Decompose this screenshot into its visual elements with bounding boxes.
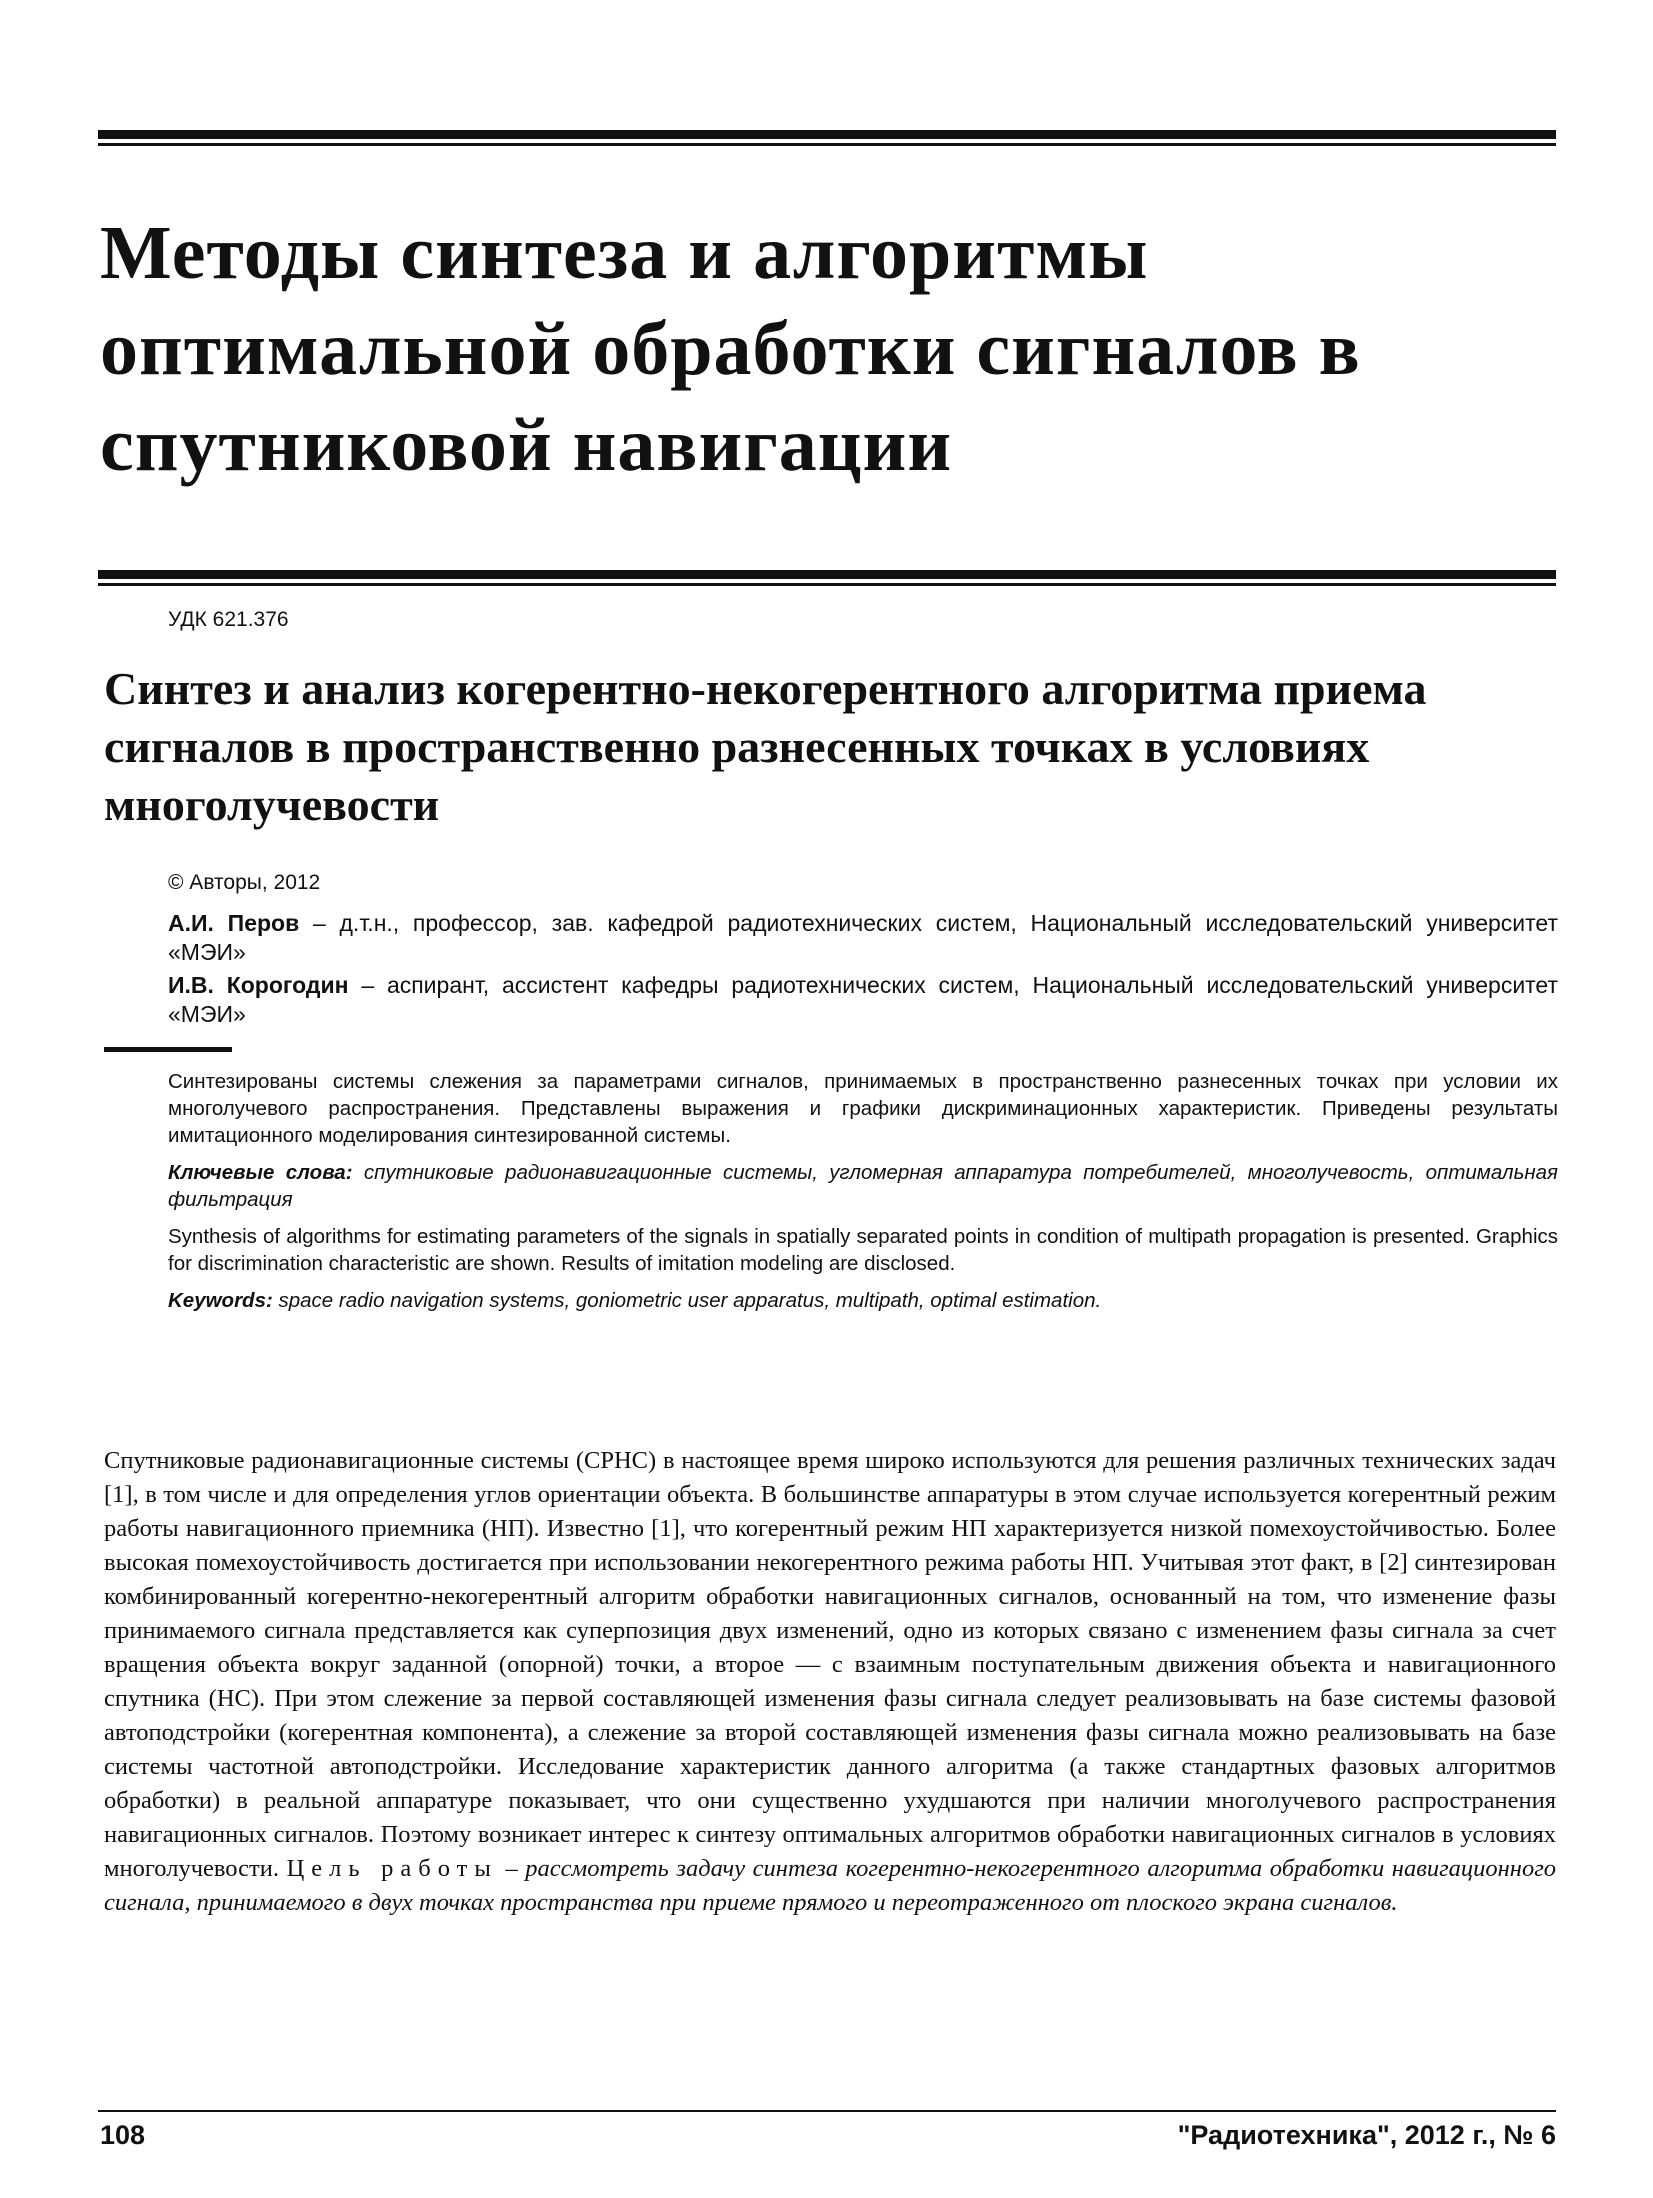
author-name: А.И. Перов: [168, 910, 300, 936]
title-rule: [98, 570, 1556, 586]
goal-text: – рассмотреть задачу синтеза когерентно-некогерентного алгоритма обработки навигационного сигнала, принимаемого в двух точках пространства при приеме прямого и переотраженного от плоского экрана сигналов.: [104, 1855, 1557, 1916]
abstract-divider: [104, 1047, 232, 1052]
keywords-ru: [168, 1159, 1558, 1213]
body-paragraph: [104, 1444, 1556, 1920]
body-main-text: Спутниковые радионавигационные системы (СРНС) в настоящее время широко используются для решения различных технических задач [1], в том числе и для определения углов ориентации объекта. В большинстве аппаратуры в этом случае используется когерентный режим работы навигационного приемника (НП). Известно [1], что когерентный режим НП характеризуется низкой помехоустойчивостью. Более высокая помехоустойчивость достигается при использовании некогерентного режима работы НП. Учитывая этот факт, в [2] синтезирован комбинированный когерентно-некогерентный алгоритм обработки навигационных сигналов, основанный на том, что изменение фазы принимаемого сигнала представляется как суперпозиция двух изменений, одно из которых связано с изменением фазы сигнала за счет вращения объекта вокруг заданной (опорной) точки, а второе — с взаимным поступательным движения объекта и навигационного спутника (НС). При этом слежение за первой составляющей изменения фазы сигнала следует реализовывать на базе системы фазовой автоподстройки (когерентная компонента), а слежение за второй составляющей изменения фазы сигнала можно реализовывать на базе системы частотной автоподстройки. Исследование характеристик данного алгоритма (а также стандартных фазовых алгоритмов обработки) в реальной аппаратуре показывает, что они существенно ухудшаются при наличии многолучевого распространения навигационных сигналов. Поэтому возникает интерес к синтезу оптимальных алгоритмов обработки навигационных сигналов в условиях многолучевости.: [104, 1447, 1556, 1882]
copyright: © Авторы, 2012: [168, 871, 321, 894]
keywords-en-label: Keywords:: [168, 1289, 273, 1312]
header-rule: [98, 130, 1556, 146]
keywords-en: [168, 1287, 1558, 1314]
abstract-ru: Синтезированы системы слежения за параметрами сигналов, принимаемых в пространственно разнесенных точках при условии их многолучевого распространения. Представлены выражения и графики дискриминационных характеристик. Приведены результаты имитационного моделирования синтезированной системы.: [168, 1070, 1558, 1147]
abstract-en: Synthesis of algorithms for estimating parameters of the signals in spatially separated points in condition of multipath propagation is presented. Graphics for discrimination characteristic are shown. Results of imitation modeling are disclosed.: [168, 1225, 1558, 1275]
keywords-ru-label: Ключевые слова:: [168, 1161, 353, 1184]
keywords-ru-text: спутниковые радионавигационные системы, угломерная аппаратура потребителей, многолучевость, оптимальная фильтрация: [168, 1161, 1558, 1211]
keywords-en-text: space radio navigation systems, goniometric user apparatus, multipath, optimal estimation.: [272, 1289, 1102, 1312]
udc-code: УДК 621.376: [168, 608, 289, 631]
article-title: Синтез и анализ когерентно-некогерентного алгоритма приема сигналов в пространственно разнесенных точках в условиях многолучевости: [104, 663, 1427, 830]
abstract-block: [168, 1068, 1558, 1324]
footer-rule: [98, 2110, 1556, 2112]
page-number: 108: [100, 2120, 146, 2150]
author-description: – аспирант, ассистент кафедры радиотехнических систем, Национальный исследовательский университет «МЭИ»: [168, 972, 1558, 1027]
author-entry: [168, 909, 1558, 967]
journal-footer: "Радиотехника", 2012 г., № 6: [1177, 2120, 1556, 2150]
authors-block: [168, 868, 1558, 1033]
goal-label: Цель работы: [286, 1855, 498, 1882]
section-title: Методы синтеза и алгоритмы оптимальной обработки сигналов в спутниковой навигации: [100, 211, 1361, 487]
author-name: И.В. Корогодин: [168, 972, 349, 998]
author-description: – д.т.н., профессор, зав. кафедрой радиотехнических систем, Национальный исследовательский университет «МЭИ»: [168, 910, 1558, 965]
author-entry: [168, 971, 1558, 1029]
